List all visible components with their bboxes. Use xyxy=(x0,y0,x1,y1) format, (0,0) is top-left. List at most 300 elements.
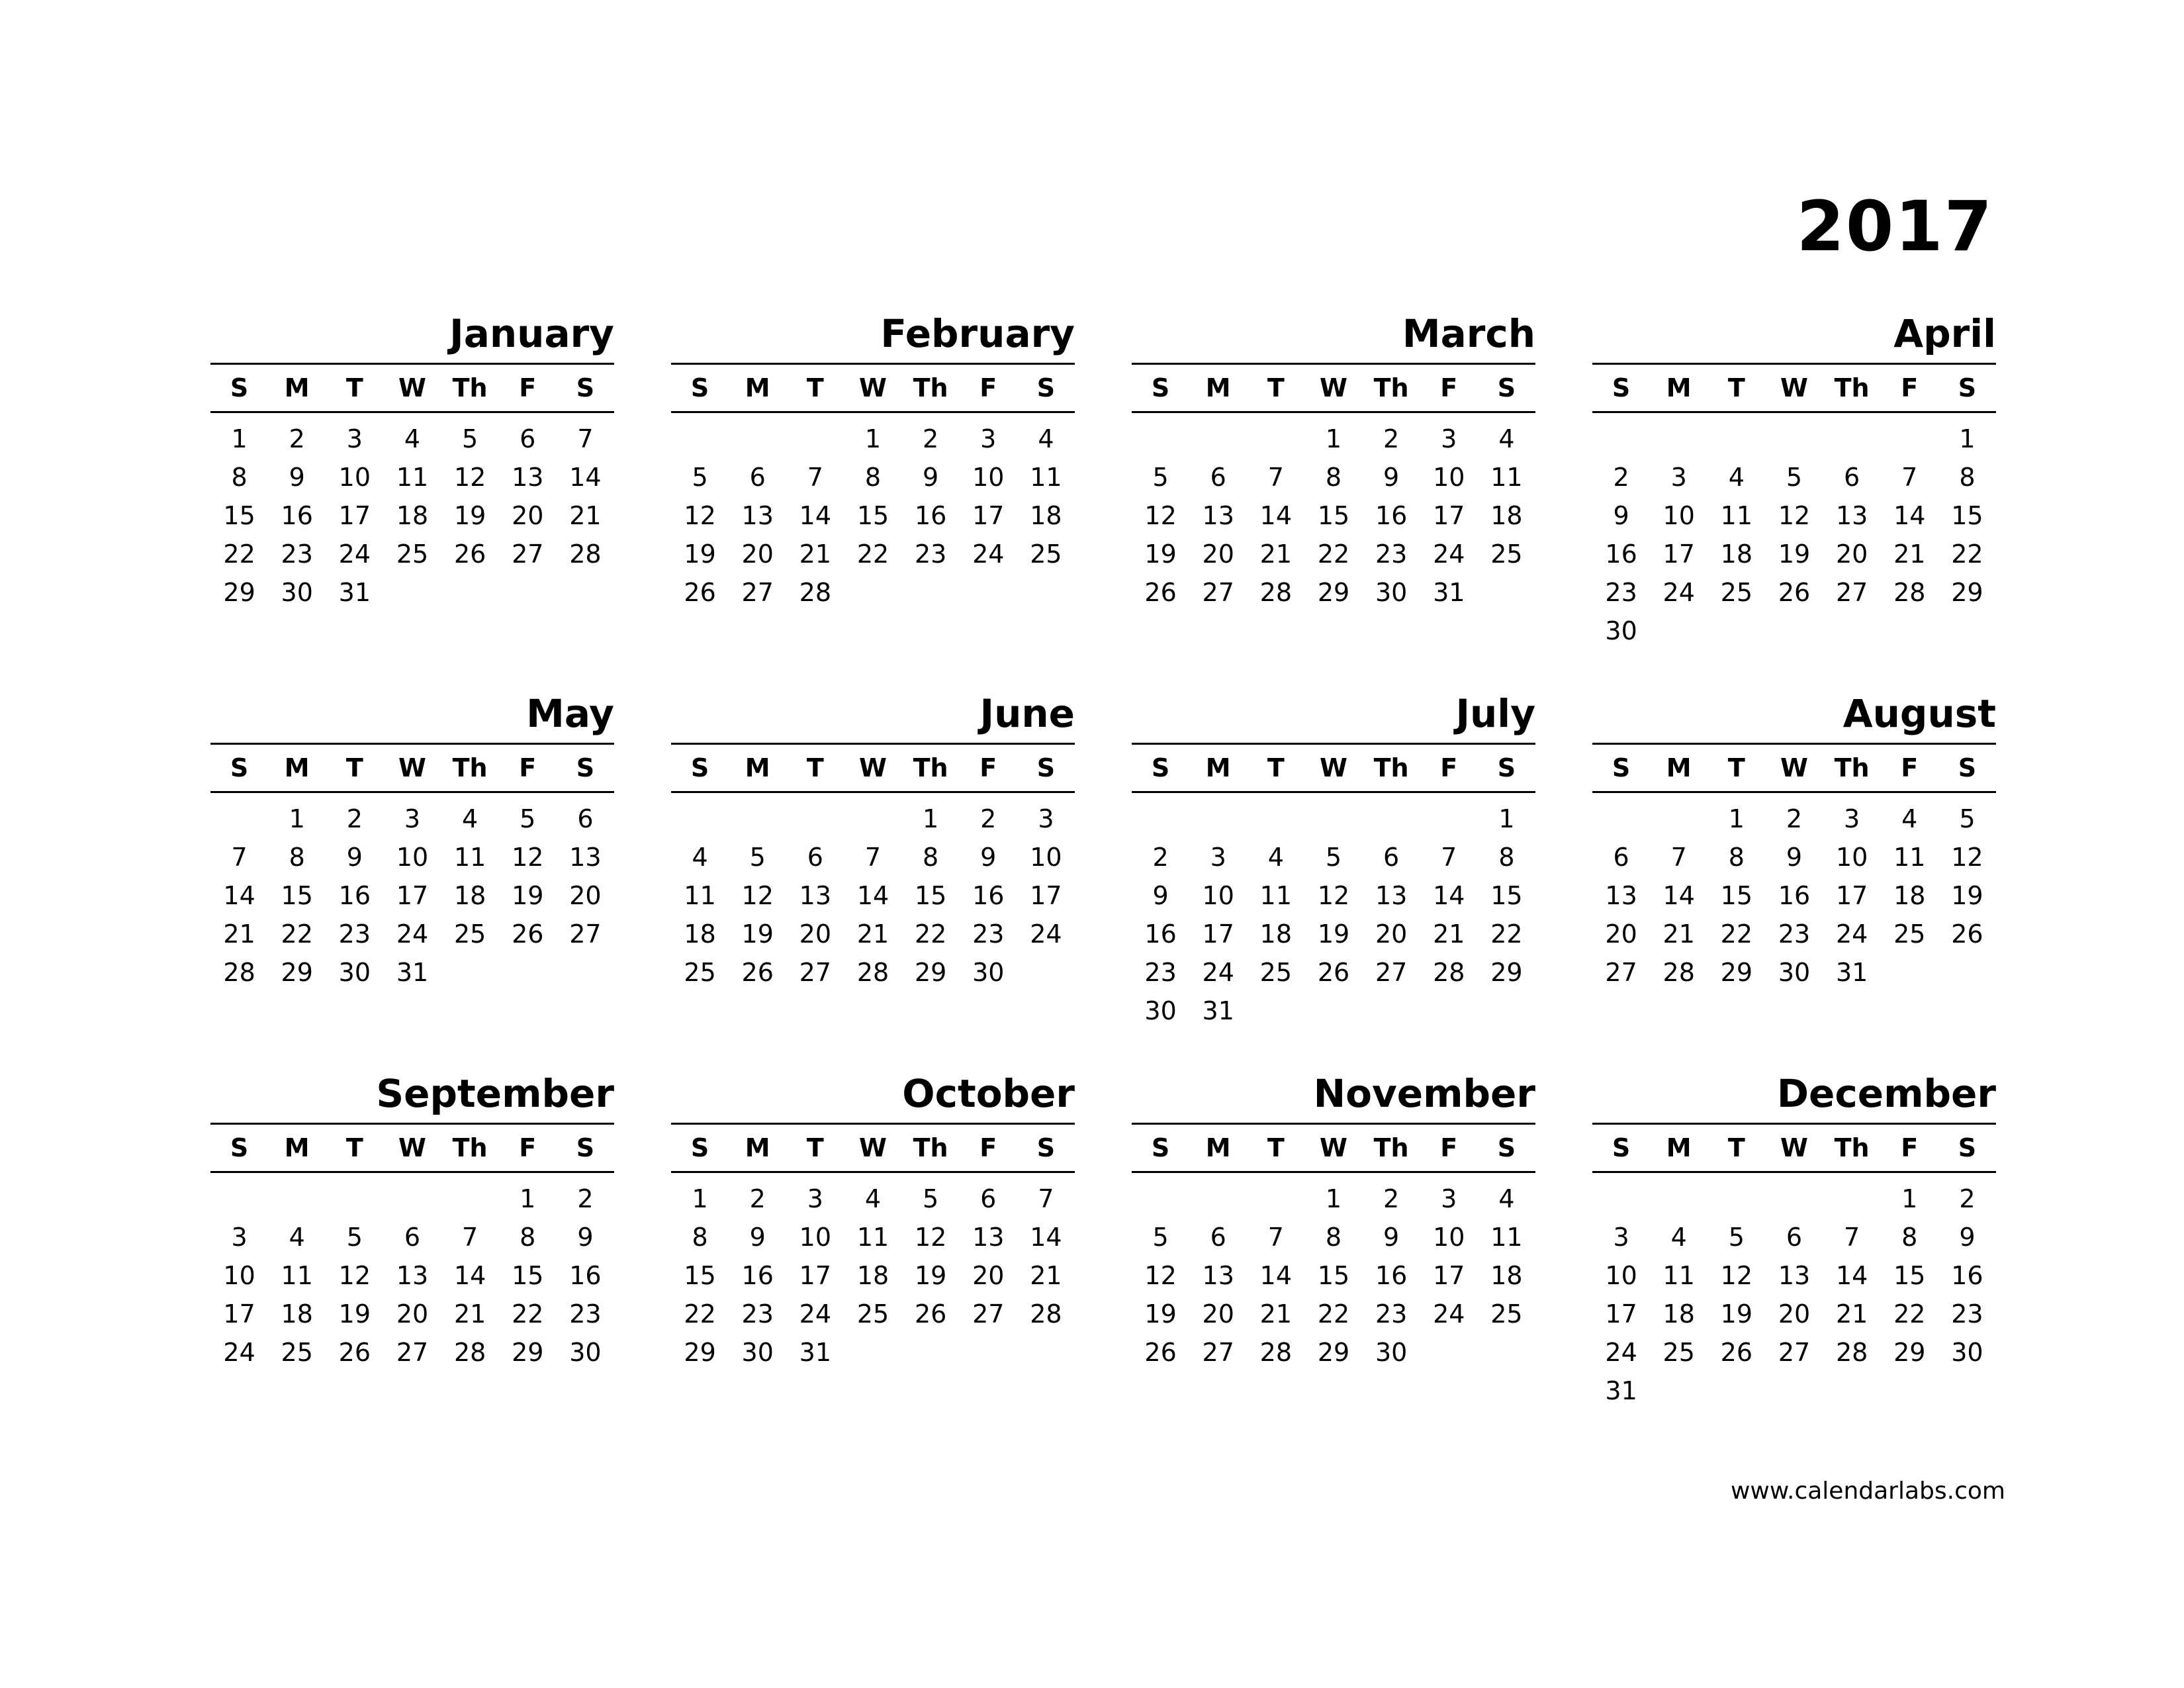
weekday-label: Th xyxy=(913,1133,948,1162)
day-cell: 13 xyxy=(1835,501,1868,530)
day-cell: 14 xyxy=(1259,1261,1293,1290)
day-cell: 24 xyxy=(1605,1338,1637,1367)
weekday-label: T xyxy=(1267,1133,1285,1162)
day-cell: 6 xyxy=(807,843,823,872)
day-cell: 27 xyxy=(512,539,544,569)
weekday-header xyxy=(1592,745,1996,793)
day-cell: 1 xyxy=(1498,804,1515,833)
weekday-label: W xyxy=(398,753,426,782)
day-cell: 7 xyxy=(462,1223,478,1252)
day-cell: 7 xyxy=(1670,843,1687,872)
day-cell: 31 xyxy=(338,578,371,607)
weekday-label: W xyxy=(859,753,887,782)
day-cell: 19 xyxy=(338,1299,371,1329)
day-cell: 24 xyxy=(1835,919,1868,949)
day-cell: 4 xyxy=(1728,463,1745,492)
day-cell: 14 xyxy=(1433,881,1465,910)
day-cell: 9 xyxy=(1383,463,1400,492)
day-cell: 5 xyxy=(749,843,766,872)
day-cell: 3 xyxy=(231,1223,248,1252)
day-cell: 12 xyxy=(684,501,716,530)
month-name: April xyxy=(1592,305,1996,365)
weekday-label: Th xyxy=(1373,1133,1409,1162)
empty-cell xyxy=(1420,800,1478,838)
day-cell: 27 xyxy=(741,578,774,607)
day-cell: 23 xyxy=(1375,1299,1408,1329)
day-cell: 16 xyxy=(1605,539,1637,569)
day-cell: 26 xyxy=(1144,578,1177,607)
weekday-label: M xyxy=(745,753,770,782)
day-cell: 20 xyxy=(1202,1299,1234,1329)
day-cell: 26 xyxy=(684,578,716,607)
day-cell: 7 xyxy=(864,843,882,872)
day-cell: 25 xyxy=(1030,539,1062,569)
day-cell: 1 xyxy=(864,424,882,453)
day-cell: 18 xyxy=(1490,501,1523,530)
day-cell: 4 xyxy=(404,424,421,453)
day-cell: 21 xyxy=(1259,1299,1293,1329)
day-cell: 4 xyxy=(692,843,708,872)
day-cell: 13 xyxy=(512,463,544,492)
day-cell: 23 xyxy=(972,919,1005,949)
day-cell: 30 xyxy=(1951,1338,1983,1367)
day-cell: 27 xyxy=(1605,958,1637,987)
day-cell: 21 xyxy=(799,539,832,569)
day-cell: 19 xyxy=(1317,919,1350,949)
day-cell: 1 xyxy=(1959,424,1976,453)
day-cell: 10 xyxy=(223,1261,255,1290)
month-october xyxy=(671,1064,1075,1444)
day-cell: 16 xyxy=(914,501,947,530)
day-cell: 20 xyxy=(1375,919,1408,949)
day-cell: 8 xyxy=(1959,463,1976,492)
day-cell: 11 xyxy=(453,843,486,872)
day-cell: 19 xyxy=(453,501,486,530)
day-cell: 6 xyxy=(520,424,536,453)
day-cell: 4 xyxy=(864,1184,882,1213)
day-cell: 23 xyxy=(1605,578,1637,607)
year-title: 2017 xyxy=(1796,186,1993,267)
empty-cell xyxy=(1132,420,1189,458)
date-grid xyxy=(1592,413,1996,650)
day-cell: 28 xyxy=(1835,1338,1868,1367)
day-cell: 16 xyxy=(569,1261,602,1290)
day-cell: 5 xyxy=(346,1223,363,1252)
day-cell: 29 xyxy=(1317,578,1350,607)
day-cell: 23 xyxy=(1375,539,1408,569)
day-cell: 29 xyxy=(223,578,255,607)
empty-cell xyxy=(1189,1180,1247,1218)
day-cell: 9 xyxy=(1152,881,1169,910)
day-cell: 9 xyxy=(749,1223,766,1252)
day-cell: 1 xyxy=(692,1184,708,1213)
day-cell: 3 xyxy=(1210,843,1226,872)
month-name: February xyxy=(671,305,1075,365)
day-cell: 22 xyxy=(1720,919,1753,949)
day-cell: 8 xyxy=(692,1223,708,1252)
weekday-label: T xyxy=(345,1133,363,1162)
day-cell: 8 xyxy=(864,463,882,492)
day-cell: 11 xyxy=(1490,1223,1523,1252)
day-cell: 7 xyxy=(231,843,248,872)
day-cell: 22 xyxy=(281,919,313,949)
month-july xyxy=(1132,684,1535,1064)
day-cell: 15 xyxy=(1951,501,1983,530)
day-cell: 28 xyxy=(1662,958,1695,987)
day-cell: 25 xyxy=(1259,958,1293,987)
month-name: October xyxy=(671,1064,1075,1125)
empty-cell xyxy=(1247,420,1304,458)
date-grid xyxy=(671,413,1075,612)
day-cell: 31 xyxy=(1202,996,1234,1025)
day-cell: 27 xyxy=(1202,1338,1234,1367)
day-cell: 31 xyxy=(1605,1376,1637,1405)
empty-cell xyxy=(1823,1180,1881,1218)
empty-cell xyxy=(729,420,786,458)
weekday-label: F xyxy=(979,373,997,402)
day-cell: 2 xyxy=(1383,1184,1400,1213)
day-cell: 3 xyxy=(404,804,421,833)
day-cell: 13 xyxy=(396,1261,429,1290)
day-cell: 24 xyxy=(1433,539,1465,569)
day-cell: 30 xyxy=(569,1338,602,1367)
day-cell: 6 xyxy=(577,804,594,833)
empty-cell xyxy=(1247,800,1304,838)
day-cell: 22 xyxy=(1317,539,1350,569)
day-cell: 6 xyxy=(749,463,766,492)
weekday-label: F xyxy=(519,1133,537,1162)
weekday-label: M xyxy=(284,1133,310,1162)
day-cell: 6 xyxy=(1383,843,1400,872)
weekday-header xyxy=(1592,365,1996,413)
day-cell: 13 xyxy=(1375,881,1408,910)
day-cell: 18 xyxy=(1030,501,1062,530)
empty-cell xyxy=(383,1180,441,1218)
day-cell: 14 xyxy=(1259,501,1293,530)
day-cell: 17 xyxy=(396,881,429,910)
weekday-header xyxy=(1592,1125,1996,1173)
day-cell: 19 xyxy=(741,919,774,949)
day-cell: 19 xyxy=(914,1261,947,1290)
day-cell: 23 xyxy=(1144,958,1177,987)
day-cell: 6 xyxy=(1844,463,1860,492)
date-grid xyxy=(671,793,1075,992)
day-cell: 15 xyxy=(223,501,255,530)
day-cell: 7 xyxy=(577,424,594,453)
weekday-label: Th xyxy=(1834,753,1870,782)
day-cell: 5 xyxy=(1786,463,1803,492)
day-cell: 26 xyxy=(1317,958,1350,987)
day-cell: 19 xyxy=(684,539,716,569)
day-cell: 30 xyxy=(1778,958,1811,987)
weekday-label: S xyxy=(230,373,249,402)
day-cell: 30 xyxy=(1375,578,1408,607)
day-cell: 1 xyxy=(923,804,939,833)
day-cell: 27 xyxy=(799,958,832,987)
empty-cell xyxy=(1881,420,1938,458)
day-cell: 15 xyxy=(281,881,313,910)
day-cell: 23 xyxy=(914,539,947,569)
day-cell: 24 xyxy=(1030,919,1062,949)
day-cell: 12 xyxy=(1951,843,1983,872)
day-cell: 21 xyxy=(223,919,255,949)
empty-cell xyxy=(1592,420,1650,458)
weekday-label: Th xyxy=(1834,1133,1870,1162)
day-cell: 2 xyxy=(980,804,997,833)
day-cell: 26 xyxy=(512,919,544,949)
day-cell: 4 xyxy=(289,1223,305,1252)
day-cell: 19 xyxy=(1144,539,1177,569)
month-november xyxy=(1132,1064,1535,1444)
day-cell: 15 xyxy=(914,881,947,910)
weekday-label: M xyxy=(1205,753,1231,782)
weekday-label: F xyxy=(1901,1133,1919,1162)
day-cell: 20 xyxy=(1202,539,1234,569)
empty-cell xyxy=(1304,800,1362,838)
month-name: September xyxy=(210,1064,614,1125)
date-grid xyxy=(210,1173,614,1372)
weekday-label: T xyxy=(1727,753,1745,782)
weekday-label: S xyxy=(1612,753,1631,782)
empty-cell xyxy=(1823,420,1881,458)
empty-cell xyxy=(1592,1180,1650,1218)
day-cell: 2 xyxy=(1613,463,1629,492)
day-cell: 9 xyxy=(923,463,939,492)
weekday-label: Th xyxy=(1834,373,1870,402)
day-cell: 13 xyxy=(569,843,602,872)
day-cell: 25 xyxy=(1490,1299,1523,1329)
day-cell: 31 xyxy=(1433,578,1465,607)
month-name: December xyxy=(1592,1064,1996,1125)
day-cell: 3 xyxy=(807,1184,823,1213)
day-cell: 2 xyxy=(923,424,939,453)
day-cell: 15 xyxy=(1317,1261,1350,1290)
day-cell: 15 xyxy=(512,1261,544,1290)
day-cell: 6 xyxy=(1786,1223,1803,1252)
day-cell: 27 xyxy=(1778,1338,1811,1367)
day-cell: 28 xyxy=(856,958,889,987)
weekday-label: Th xyxy=(1373,373,1409,402)
month-january xyxy=(210,305,614,684)
weekday-label: F xyxy=(1901,373,1919,402)
day-cell: 14 xyxy=(856,881,889,910)
day-cell: 17 xyxy=(799,1261,832,1290)
month-name: July xyxy=(1132,684,1535,745)
day-cell: 30 xyxy=(972,958,1005,987)
day-cell: 18 xyxy=(1259,919,1293,949)
day-cell: 7 xyxy=(1901,463,1918,492)
weekday-label: W xyxy=(1320,373,1347,402)
day-cell: 11 xyxy=(1893,843,1926,872)
day-cell: 26 xyxy=(453,539,486,569)
date-grid xyxy=(210,793,614,992)
weekday-label: F xyxy=(979,753,997,782)
day-cell: 19 xyxy=(1778,539,1811,569)
month-april xyxy=(1592,305,1996,684)
day-cell: 22 xyxy=(856,539,889,569)
weekday-label: Th xyxy=(913,373,948,402)
day-cell: 5 xyxy=(1728,1223,1745,1252)
empty-cell xyxy=(1592,800,1650,838)
day-cell: 19 xyxy=(1720,1299,1753,1329)
day-cell: 13 xyxy=(1202,501,1234,530)
day-cell: 7 xyxy=(1038,1184,1054,1213)
day-cell: 20 xyxy=(741,539,774,569)
day-cell: 13 xyxy=(799,881,832,910)
day-cell: 22 xyxy=(914,919,947,949)
weekday-label: W xyxy=(859,1133,887,1162)
weekday-label: F xyxy=(519,373,537,402)
empty-cell xyxy=(671,800,729,838)
weekday-label: F xyxy=(1901,753,1919,782)
day-cell: 13 xyxy=(741,501,774,530)
day-cell: 7 xyxy=(1267,463,1284,492)
day-cell: 2 xyxy=(1959,1184,1976,1213)
day-cell: 29 xyxy=(1720,958,1753,987)
weekday-label: T xyxy=(345,373,363,402)
day-cell: 9 xyxy=(980,843,997,872)
month-august xyxy=(1592,684,1996,1064)
weekday-label: S xyxy=(576,1133,595,1162)
day-cell: 11 xyxy=(1030,463,1062,492)
day-cell: 23 xyxy=(281,539,313,569)
day-cell: 1 xyxy=(1728,804,1745,833)
day-cell: 25 xyxy=(1490,539,1523,569)
day-cell: 8 xyxy=(1728,843,1745,872)
day-cell: 7 xyxy=(1267,1223,1284,1252)
empty-cell xyxy=(1189,800,1247,838)
day-cell: 31 xyxy=(396,958,429,987)
day-cell: 13 xyxy=(1778,1261,1811,1290)
day-cell: 4 xyxy=(1267,843,1284,872)
day-cell: 20 xyxy=(512,501,544,530)
day-cell: 21 xyxy=(1835,1299,1868,1329)
day-cell: 7 xyxy=(807,463,823,492)
day-cell: 26 xyxy=(1720,1338,1753,1367)
empty-cell xyxy=(786,800,844,838)
empty-cell xyxy=(1765,420,1823,458)
weekday-header xyxy=(671,365,1075,413)
day-cell: 14 xyxy=(1893,501,1926,530)
weekday-label: M xyxy=(745,373,770,402)
day-cell: 12 xyxy=(338,1261,371,1290)
day-cell: 27 xyxy=(972,1299,1005,1329)
day-cell: 18 xyxy=(1490,1261,1523,1290)
day-cell: 13 xyxy=(1605,881,1637,910)
day-cell: 9 xyxy=(1613,501,1629,530)
weekday-label: M xyxy=(1205,1133,1231,1162)
weekday-label: S xyxy=(1497,373,1516,402)
day-cell: 10 xyxy=(1202,881,1234,910)
weekday-label: W xyxy=(1320,753,1347,782)
day-cell: 25 xyxy=(453,919,486,949)
month-may xyxy=(210,684,614,1064)
weekday-label: S xyxy=(1036,1133,1056,1162)
day-cell: 6 xyxy=(1613,843,1629,872)
day-cell: 21 xyxy=(453,1299,486,1329)
weekday-header xyxy=(210,745,614,793)
day-cell: 1 xyxy=(231,424,248,453)
day-cell: 8 xyxy=(1325,1223,1342,1252)
day-cell: 3 xyxy=(1844,804,1860,833)
day-cell: 18 xyxy=(396,501,429,530)
day-cell: 6 xyxy=(980,1184,997,1213)
day-cell: 29 xyxy=(1490,958,1523,987)
day-cell: 3 xyxy=(1670,463,1687,492)
day-cell: 14 xyxy=(569,463,602,492)
day-cell: 25 xyxy=(684,958,716,987)
day-cell: 10 xyxy=(1662,501,1695,530)
weekday-label: S xyxy=(1958,1133,1977,1162)
day-cell: 11 xyxy=(1259,881,1293,910)
day-cell: 17 xyxy=(1605,1299,1637,1329)
weekday-label: S xyxy=(1151,373,1170,402)
day-cell: 8 xyxy=(1325,463,1342,492)
day-cell: 31 xyxy=(799,1338,832,1367)
day-cell: 29 xyxy=(1317,1338,1350,1367)
day-cell: 30 xyxy=(1605,616,1637,645)
day-cell: 12 xyxy=(453,463,486,492)
day-cell: 29 xyxy=(512,1338,544,1367)
weekday-label: T xyxy=(806,373,824,402)
day-cell: 16 xyxy=(741,1261,774,1290)
weekday-label: M xyxy=(284,373,310,402)
empty-cell xyxy=(786,420,844,458)
day-cell: 18 xyxy=(1720,539,1753,569)
day-cell: 21 xyxy=(1259,539,1293,569)
day-cell: 30 xyxy=(338,958,371,987)
day-cell: 12 xyxy=(914,1223,947,1252)
day-cell: 1 xyxy=(1325,1184,1342,1213)
day-cell: 23 xyxy=(741,1299,774,1329)
day-cell: 24 xyxy=(396,919,429,949)
day-cell: 22 xyxy=(1951,539,1983,569)
day-cell: 29 xyxy=(684,1338,716,1367)
day-cell: 8 xyxy=(231,463,248,492)
empty-cell xyxy=(268,1180,326,1218)
months-grid xyxy=(210,305,1996,1444)
day-cell: 29 xyxy=(914,958,947,987)
weekday-label: S xyxy=(1036,373,1056,402)
weekday-label: F xyxy=(1440,753,1458,782)
day-cell: 24 xyxy=(1662,578,1695,607)
day-cell: 17 xyxy=(338,501,371,530)
date-grid xyxy=(1132,1173,1535,1372)
day-cell: 2 xyxy=(1786,804,1803,833)
day-cell: 13 xyxy=(972,1223,1005,1252)
empty-cell xyxy=(1707,1180,1765,1218)
weekday-label: M xyxy=(745,1133,770,1162)
date-grid xyxy=(1132,793,1535,1030)
day-cell: 17 xyxy=(1433,1261,1465,1290)
day-cell: 26 xyxy=(741,958,774,987)
day-cell: 25 xyxy=(281,1338,313,1367)
day-cell: 16 xyxy=(1144,919,1177,949)
day-cell: 27 xyxy=(1375,958,1408,987)
day-cell: 11 xyxy=(684,881,716,910)
weekday-header xyxy=(671,1125,1075,1173)
day-cell: 12 xyxy=(1720,1261,1753,1290)
weekday-label: S xyxy=(1612,1133,1631,1162)
day-cell: 16 xyxy=(338,881,371,910)
day-cell: 5 xyxy=(1959,804,1976,833)
day-cell: 8 xyxy=(289,843,305,872)
empty-cell xyxy=(326,1180,383,1218)
day-cell: 29 xyxy=(1951,578,1983,607)
weekday-label: T xyxy=(1267,753,1285,782)
day-cell: 26 xyxy=(1144,1338,1177,1367)
weekday-label: T xyxy=(806,753,824,782)
